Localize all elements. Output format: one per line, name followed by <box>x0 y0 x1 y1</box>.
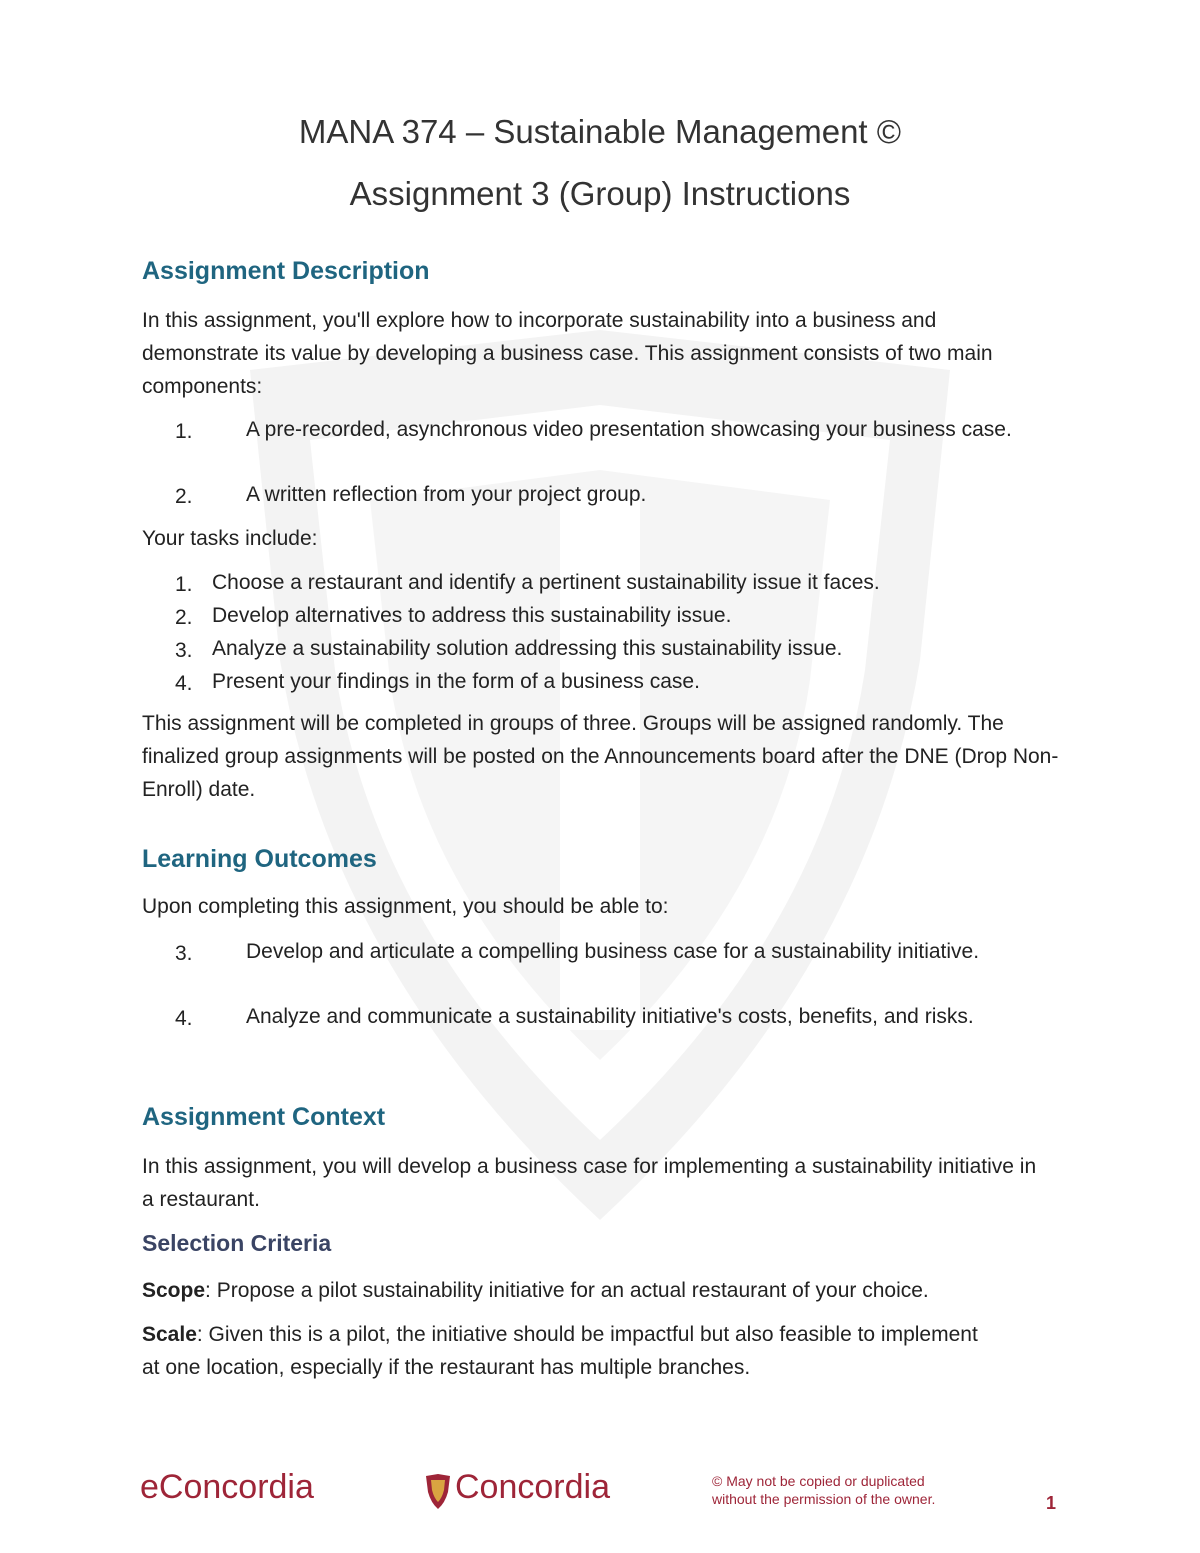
page-number: 1 <box>1046 1493 1057 1513</box>
task-item: Develop alternatives to address this sustainability issue. <box>212 604 732 627</box>
tasks-intro: Your tasks include: <box>142 527 318 550</box>
assignment-description-heading: Assignment Description <box>142 257 430 285</box>
copyright-notice: © May not be copied or duplicated without the permission of the owner. <box>712 1473 936 1507</box>
description-intro: In this assignment, you'll explore how to incorporate sustainability into a business and demonstrate its value by developing a business case. This assignment consists of two main components: <box>142 309 993 398</box>
scope-label: Scope <box>142 1279 206 1302</box>
task-number: 4. <box>175 672 193 695</box>
task-number: 3. <box>175 639 193 662</box>
component-item: A pre-recorded, asynchronous video presentation showcasing your business case. <box>246 418 1012 441</box>
task-item: Choose a restaurant and identify a pertinent sustainability issue it faces. <box>212 571 880 594</box>
econcordia-logo <box>140 1468 380 1514</box>
component-number: 1. <box>175 420 193 443</box>
task-item: Present your findings in the form of a business case. <box>212 670 700 693</box>
scale-text: : Given this is a pilot, the initiative should be impactful but also feasible to implement at one location, especially if the restaurant has multiple branches. <box>142 1323 978 1379</box>
assignment-context-heading: Assignment Context <box>142 1103 386 1131</box>
outcomes-intro: Upon completing this assignment, you should be able to: <box>142 895 669 918</box>
document-title: MANA 374 – Sustainable Management © <box>298 113 902 150</box>
learning-outcomes-heading: Learning Outcomes <box>142 845 377 873</box>
component-item: A written reflection from your project group. <box>246 483 647 506</box>
selection-criteria-heading: Selection Criteria <box>142 1230 332 1256</box>
outcome-item: Develop and articulate a compelling business case for a sustainability initiative. <box>246 940 980 963</box>
task-number: 2. <box>175 606 193 629</box>
outcome-number: 4. <box>175 1007 193 1030</box>
context-paragraph: In this assignment, you will develop a business case for implementing a sustainability initiative in a restaurant. <box>142 1155 1037 1211</box>
document-subtitle: Assignment 3 (Group) Instructions <box>349 175 851 212</box>
concordia-logo <box>425 1468 665 1514</box>
groups-paragraph: This assignment will be completed in groups of three. Groups will be assigned randomly. The finalized group assignments will be posted on the Announcements board after the DNE (Drop Non-Enroll) date. <box>142 712 1059 801</box>
component-number: 2. <box>175 485 193 508</box>
outcome-number: 3. <box>175 942 193 965</box>
outcome-item: Analyze and communicate a sustainability initiative's costs, benefits, and risks. <box>246 1005 974 1028</box>
task-item: Analyze a sustainability solution addressing this sustainability issue. <box>212 637 843 660</box>
shield-icon <box>425 1474 451 1510</box>
scale-paragraph <box>142 1318 992 1384</box>
scope-paragraph <box>142 1274 1082 1307</box>
concordia-logo-text: Concordia <box>455 1468 610 1506</box>
scope-text: : Propose a pilot sustainability initiative for an actual restaurant of your choice. <box>205 1279 929 1302</box>
econcordia-logo-text: eConcordia <box>140 1468 314 1506</box>
scale-label: Scale <box>142 1323 197 1346</box>
task-number: 1. <box>175 573 193 596</box>
